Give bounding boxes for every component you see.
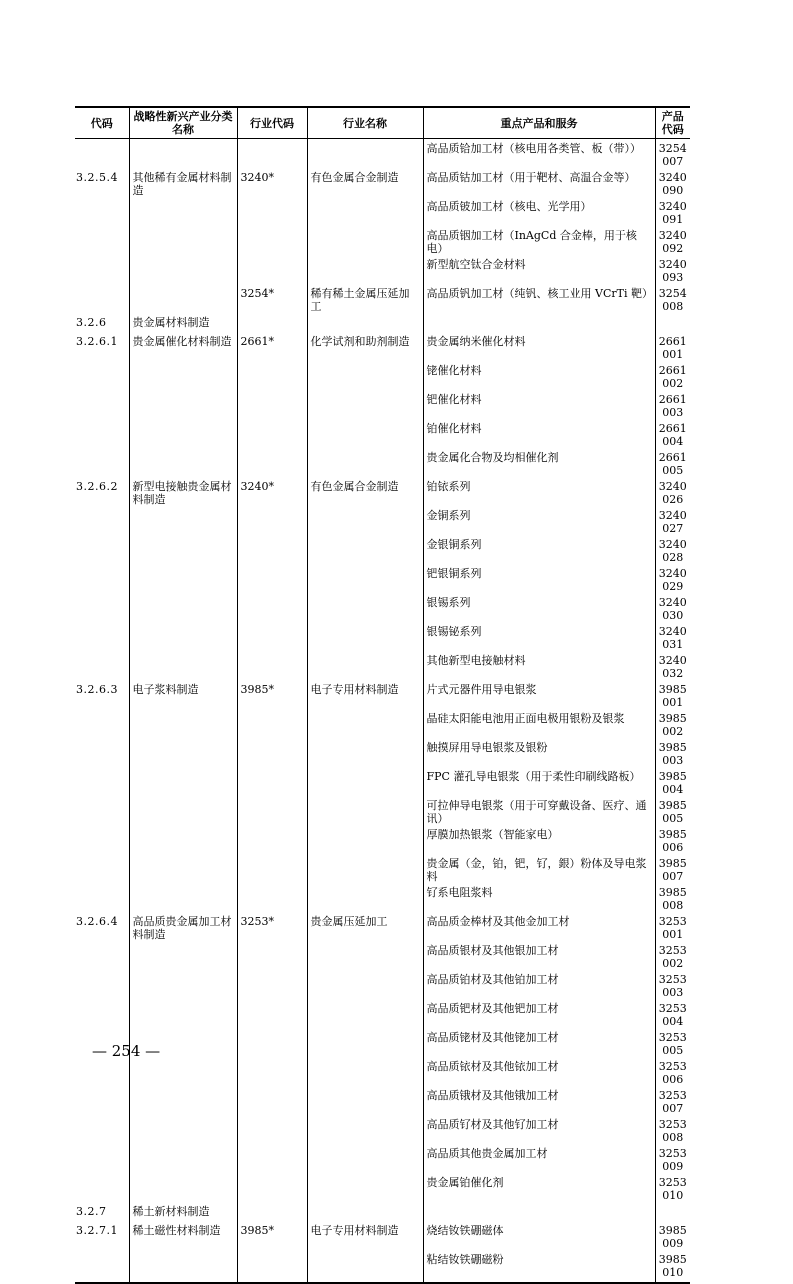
- row-product-code: 3240091: [655, 197, 690, 226]
- row-industry-code: [237, 1144, 307, 1173]
- row-category-name: [129, 651, 237, 680]
- row-product-code: [655, 1202, 690, 1221]
- row-product: 贵金属化合物及均相催化剂: [423, 448, 655, 477]
- row-product-code: 2661005: [655, 448, 690, 477]
- row-category-name: 贵金属材料制造: [129, 313, 237, 332]
- row-category-name: [129, 593, 237, 622]
- row-category-name: [129, 226, 237, 255]
- row-code: [75, 622, 129, 651]
- row-product: 铂催化材料: [423, 419, 655, 448]
- row-product-code: 3253009: [655, 1144, 690, 1173]
- row-product-code: 3240032: [655, 651, 690, 680]
- row-category-name: [129, 197, 237, 226]
- row-product: 高品质铂材及其他铂加工材: [423, 970, 655, 999]
- row-industry-name: [307, 883, 423, 912]
- row-product: [423, 313, 655, 332]
- row-product-code: [655, 313, 690, 332]
- row-industry-code: [237, 506, 307, 535]
- row-code: [75, 1057, 129, 1086]
- row-industry-name: [307, 738, 423, 767]
- row-industry-name: 电子专用材料制造: [307, 1221, 423, 1250]
- row-product: [423, 1202, 655, 1221]
- row-code: 3.2.6.3: [76, 683, 118, 696]
- row-product-code: 3253006: [655, 1057, 690, 1086]
- row-industry-code: [237, 1250, 307, 1283]
- row-category-name: 稀土磁性材料制造: [129, 1221, 237, 1250]
- row-industry-name: [307, 448, 423, 477]
- row-code: [75, 226, 129, 255]
- row-code: [75, 361, 129, 390]
- row-category-name: 高品质贵金属加工材料制造: [129, 912, 237, 941]
- row-product: 金银铜系列: [423, 535, 655, 564]
- row-product: 高品质铱材及其他铱加工材: [423, 1057, 655, 1086]
- row-product: 高品质钯材及其他钯加工材: [423, 999, 655, 1028]
- row-industry-name: [307, 970, 423, 999]
- row-industry-name: [307, 1086, 423, 1115]
- row-industry-code: [237, 622, 307, 651]
- table-row: [75, 825, 690, 854]
- row-industry-name: 化学试剂和助剂制造: [307, 332, 423, 361]
- row-product: 可拉伸导电银浆（用于可穿戴设备、医疗、通讯）: [423, 796, 655, 825]
- table-row: [75, 1086, 690, 1115]
- table-row: [75, 448, 690, 477]
- row-product-code: 2661002: [655, 361, 690, 390]
- row-category-name: [129, 796, 237, 825]
- row-product: 高品质钌材及其他钌加工材: [423, 1115, 655, 1144]
- row-industry-name: 有色金属合金制造: [307, 477, 423, 506]
- row-category-name: [129, 448, 237, 477]
- table-row: [75, 564, 690, 593]
- table-row: [75, 477, 690, 506]
- row-category-name: [129, 1250, 237, 1283]
- row-category-name: 新型电接触贵金属材料制造: [129, 477, 237, 506]
- row-code: 3.2.6.4: [76, 915, 118, 928]
- row-code: 3.2.6.2: [76, 480, 118, 493]
- row-product-code: 3253003: [655, 970, 690, 999]
- row-product: 贵金属铂催化剂: [423, 1173, 655, 1202]
- row-industry-code: 3985*: [237, 1221, 307, 1250]
- row-code: 3.2.6: [76, 316, 107, 329]
- row-code: [75, 854, 129, 883]
- table-row: [75, 139, 690, 169]
- row-industry-code: [237, 825, 307, 854]
- row-product: 金铜系列: [423, 506, 655, 535]
- table-row: [75, 796, 690, 825]
- row-code: [75, 651, 129, 680]
- row-industry-name: [307, 709, 423, 738]
- row-category-name: [129, 1173, 237, 1202]
- row-industry-name: [307, 854, 423, 883]
- table-row: [75, 506, 690, 535]
- row-code: [75, 738, 129, 767]
- row-product-code: 3985007: [655, 854, 690, 883]
- row-code: [75, 506, 129, 535]
- row-product-code: 3253010: [655, 1173, 690, 1202]
- row-category-name: [129, 738, 237, 767]
- row-product: 片式元器件用导电银浆: [423, 680, 655, 709]
- row-product: 钯银铜系列: [423, 564, 655, 593]
- row-product: 高品质铟加工材（InAgCd 合金棒，用于核电）: [423, 226, 655, 255]
- table-row: [75, 999, 690, 1028]
- row-industry-code: [237, 767, 307, 796]
- row-code: 3.2.5.4: [76, 171, 118, 184]
- row-industry-code: [237, 1202, 307, 1221]
- row-code: [75, 593, 129, 622]
- row-code: [75, 796, 129, 825]
- row-industry-name: 电子专用材料制造: [307, 680, 423, 709]
- row-product: 贵金属（金，铂，钯，钌，銀）粉体及导电浆料: [423, 854, 655, 883]
- header-products: 重点产品和服务: [423, 107, 655, 139]
- row-product: 高品质铪加工材（核电用各类管、板（带））: [423, 139, 655, 169]
- row-category-name: [129, 970, 237, 999]
- row-industry-code: [237, 709, 307, 738]
- row-industry-code: [237, 390, 307, 419]
- row-product-code: 3253004: [655, 999, 690, 1028]
- row-industry-code: [237, 448, 307, 477]
- table-row: [75, 593, 690, 622]
- row-product: FPC 灌孔导电银浆（用于柔性印刷线路板）: [423, 767, 655, 796]
- row-product-code: 3240029: [655, 564, 690, 593]
- row-category-name: [129, 767, 237, 796]
- row-product-code: 3985010: [655, 1250, 690, 1283]
- row-industry-code: 3253*: [237, 912, 307, 941]
- row-industry-name: [307, 564, 423, 593]
- row-industry-name: [307, 796, 423, 825]
- row-industry-code: [237, 1057, 307, 1086]
- row-code: [75, 970, 129, 999]
- row-industry-name: [307, 139, 423, 169]
- row-category-name: [129, 825, 237, 854]
- table-row: [75, 709, 690, 738]
- row-product-code: 3240030: [655, 593, 690, 622]
- row-industry-name: [307, 651, 423, 680]
- row-category-name: [129, 361, 237, 390]
- row-code: 3.2.6.1: [76, 335, 118, 348]
- table-row: [75, 680, 690, 709]
- row-product-code: 3253002: [655, 941, 690, 970]
- row-industry-code: [237, 197, 307, 226]
- row-code: [75, 1250, 129, 1283]
- row-industry-code: [237, 255, 307, 284]
- row-industry-name: [307, 941, 423, 970]
- table-row: [75, 284, 690, 313]
- row-code: [75, 390, 129, 419]
- table-row: [75, 361, 690, 390]
- row-category-name: [129, 1144, 237, 1173]
- row-industry-name: [307, 622, 423, 651]
- row-product-code: 3240028: [655, 535, 690, 564]
- row-code: [75, 1115, 129, 1144]
- row-industry-name: [307, 1250, 423, 1283]
- row-product-code: 3985009: [655, 1221, 690, 1250]
- row-industry-code: [237, 999, 307, 1028]
- row-code: [75, 197, 129, 226]
- row-product: 粘结钕铁硼磁粉: [423, 1250, 655, 1283]
- row-industry-code: 2661*: [237, 332, 307, 361]
- row-product-code: 3985008: [655, 883, 690, 912]
- row-category-name: [129, 1086, 237, 1115]
- row-industry-code: [237, 970, 307, 999]
- row-product: 烧结钕铁硼磁体: [423, 1221, 655, 1250]
- row-product: 钯催化材料: [423, 390, 655, 419]
- row-product: 新型航空钛合金材料: [423, 255, 655, 284]
- row-product: 银锡系列: [423, 593, 655, 622]
- row-industry-name: [307, 535, 423, 564]
- row-product-code: 2661001: [655, 332, 690, 361]
- row-code: [75, 1086, 129, 1115]
- row-product: 高品质钒加工材（纯钒、核工业用 VCrTi 靶）: [423, 284, 655, 313]
- row-product-code: 3253001: [655, 912, 690, 941]
- row-industry-code: [237, 796, 307, 825]
- row-product: 高品质锇材及其他锇加工材: [423, 1086, 655, 1115]
- row-category-name: 其他稀有金属材料制造: [129, 168, 237, 197]
- row-industry-name: 有色金属合金制造: [307, 168, 423, 197]
- table-row: [75, 1202, 690, 1221]
- row-industry-name: 贵金属压延加工: [307, 912, 423, 941]
- row-industry-code: [237, 1115, 307, 1144]
- row-category-name: 贵金属催化材料制造: [129, 332, 237, 361]
- row-product-code: 3240027: [655, 506, 690, 535]
- table-row: [75, 226, 690, 255]
- row-product: 高品质钴加工材（用于靶材、高温合金等）: [423, 168, 655, 197]
- row-product: 钌系电阻浆料: [423, 883, 655, 912]
- row-industry-name: [307, 255, 423, 284]
- table-body: [75, 139, 690, 1284]
- row-industry-code: 3985*: [237, 680, 307, 709]
- row-industry-code: [237, 139, 307, 169]
- row-code: [75, 419, 129, 448]
- row-code: [75, 709, 129, 738]
- table-row: [75, 313, 690, 332]
- row-industry-code: [237, 1173, 307, 1202]
- row-code: [75, 767, 129, 796]
- table-header-row: [75, 107, 690, 139]
- header-industry-code: 行业代码: [237, 107, 307, 139]
- row-category-name: 电子浆料制造: [129, 680, 237, 709]
- row-industry-code: 3254*: [237, 284, 307, 313]
- row-industry-name: [307, 313, 423, 332]
- row-product-code: 3985005: [655, 796, 690, 825]
- row-category-name: [129, 255, 237, 284]
- row-industry-code: [237, 419, 307, 448]
- table-row: [75, 1028, 690, 1057]
- table-row: [75, 168, 690, 197]
- row-product-code: 2661004: [655, 419, 690, 448]
- row-industry-name: [307, 593, 423, 622]
- row-product-code: 3240031: [655, 622, 690, 651]
- row-product: 高品质铑材及其他铑加工材: [423, 1028, 655, 1057]
- row-category-name: [129, 1057, 237, 1086]
- row-code: [75, 448, 129, 477]
- row-industry-name: [307, 1144, 423, 1173]
- table-row: [75, 1057, 690, 1086]
- row-industry-name: [307, 1202, 423, 1221]
- row-industry-name: [307, 419, 423, 448]
- row-category-name: [129, 419, 237, 448]
- page-number: — 254 —: [92, 1042, 161, 1060]
- row-product-code: 3985004: [655, 767, 690, 796]
- row-industry-name: [307, 361, 423, 390]
- table-row: [75, 390, 690, 419]
- row-industry-name: [307, 825, 423, 854]
- row-product-code: 3985001: [655, 680, 690, 709]
- row-code: 3.2.7.1: [76, 1224, 118, 1237]
- table-row: [75, 912, 690, 941]
- row-category-name: [129, 535, 237, 564]
- row-product-code: 3253005: [655, 1028, 690, 1057]
- row-category-name: [129, 284, 237, 313]
- row-product: 铂铱系列: [423, 477, 655, 506]
- row-category-name: [129, 564, 237, 593]
- row-product: 厚膜加热银浆（智能家电）: [423, 825, 655, 854]
- row-category-name: [129, 999, 237, 1028]
- row-category-name: [129, 709, 237, 738]
- row-product-code: 3253007: [655, 1086, 690, 1115]
- table-row: [75, 1250, 690, 1283]
- row-product: 高品质其他贵金属加工材: [423, 1144, 655, 1173]
- row-category-name: [129, 941, 237, 970]
- row-industry-name: [307, 390, 423, 419]
- row-code: [75, 941, 129, 970]
- row-code: 3.2.7: [76, 1205, 107, 1218]
- header-product-code: 产品代码: [655, 107, 690, 139]
- table-row: [75, 197, 690, 226]
- row-product: 铑催化材料: [423, 361, 655, 390]
- row-category-name: [129, 390, 237, 419]
- row-code: [75, 139, 129, 169]
- row-product: 高品质银材及其他银加工材: [423, 941, 655, 970]
- row-product: 高品质铍加工材（核电、光学用）: [423, 197, 655, 226]
- row-industry-code: [237, 226, 307, 255]
- row-product-code: 3240092: [655, 226, 690, 255]
- row-code: [75, 825, 129, 854]
- row-product: 贵金属纳米催化材料: [423, 332, 655, 361]
- row-industry-name: [307, 1057, 423, 1086]
- row-product-code: 3985002: [655, 709, 690, 738]
- row-category-name: [129, 139, 237, 169]
- row-product: 触摸屏用导电银浆及银粉: [423, 738, 655, 767]
- row-category-name: [129, 506, 237, 535]
- row-industry-name: [307, 999, 423, 1028]
- table-row: [75, 535, 690, 564]
- row-industry-code: 3240*: [237, 477, 307, 506]
- row-category-name: [129, 854, 237, 883]
- row-industry-name: [307, 1028, 423, 1057]
- table-row: [75, 854, 690, 883]
- row-product: 其他新型电接触材料: [423, 651, 655, 680]
- row-product-code: 2661003: [655, 390, 690, 419]
- row-industry-code: [237, 535, 307, 564]
- row-industry-name: [307, 197, 423, 226]
- row-category-name: [129, 883, 237, 912]
- row-industry-code: [237, 854, 307, 883]
- row-industry-name: [307, 506, 423, 535]
- row-product-code: 3240090: [655, 168, 690, 197]
- header-category-name: 战略性新兴产业分类名称: [129, 107, 237, 139]
- row-industry-code: [237, 738, 307, 767]
- row-category-name: [129, 622, 237, 651]
- table-row: [75, 941, 690, 970]
- row-industry-code: [237, 1086, 307, 1115]
- table-row: [75, 332, 690, 361]
- industry-classification-table: [75, 106, 690, 1284]
- row-industry-code: [237, 564, 307, 593]
- table-row: [75, 622, 690, 651]
- row-industry-code: [237, 1028, 307, 1057]
- table-row: [75, 1115, 690, 1144]
- table-row: [75, 1173, 690, 1202]
- row-code: [75, 564, 129, 593]
- row-category-name: [129, 1115, 237, 1144]
- row-category-name: 稀土新材料制造: [129, 1202, 237, 1221]
- row-product-code: 3254008: [655, 284, 690, 313]
- table-row: [75, 1221, 690, 1250]
- row-industry-name: 稀有稀土金属压延加工: [307, 284, 423, 313]
- header-industry-name: 行业名称: [307, 107, 423, 139]
- table-row: [75, 767, 690, 796]
- row-code: [75, 883, 129, 912]
- row-product-code: 3985003: [655, 738, 690, 767]
- table-row: [75, 883, 690, 912]
- table-row: [75, 1144, 690, 1173]
- row-industry-name: [307, 226, 423, 255]
- row-industry-code: [237, 313, 307, 332]
- row-code: [75, 535, 129, 564]
- row-code: [75, 999, 129, 1028]
- row-product-code: 3253008: [655, 1115, 690, 1144]
- table-row: [75, 419, 690, 448]
- row-code: [75, 1173, 129, 1202]
- table-row: [75, 970, 690, 999]
- row-code: [75, 255, 129, 284]
- table-row: [75, 738, 690, 767]
- row-industry-name: [307, 767, 423, 796]
- row-industry-code: [237, 593, 307, 622]
- row-product: 高品质金棒材及其他金加工材: [423, 912, 655, 941]
- row-industry-code: 3240*: [237, 168, 307, 197]
- row-code: [75, 284, 129, 313]
- row-product-code: 3985006: [655, 825, 690, 854]
- row-product: 晶硅太阳能电池用正面电极用银粉及银浆: [423, 709, 655, 738]
- row-product: 银锡铋系列: [423, 622, 655, 651]
- row-industry-name: [307, 1173, 423, 1202]
- row-product-code: 3240026: [655, 477, 690, 506]
- row-product-code: 3240093: [655, 255, 690, 284]
- row-industry-code: [237, 651, 307, 680]
- row-industry-code: [237, 941, 307, 970]
- table-row: [75, 255, 690, 284]
- header-code: 代码: [75, 107, 129, 139]
- row-industry-name: [307, 1115, 423, 1144]
- row-code: [75, 1144, 129, 1173]
- row-industry-code: [237, 361, 307, 390]
- table-row: [75, 651, 690, 680]
- row-product-code: 3254007: [655, 139, 690, 169]
- row-industry-code: [237, 883, 307, 912]
